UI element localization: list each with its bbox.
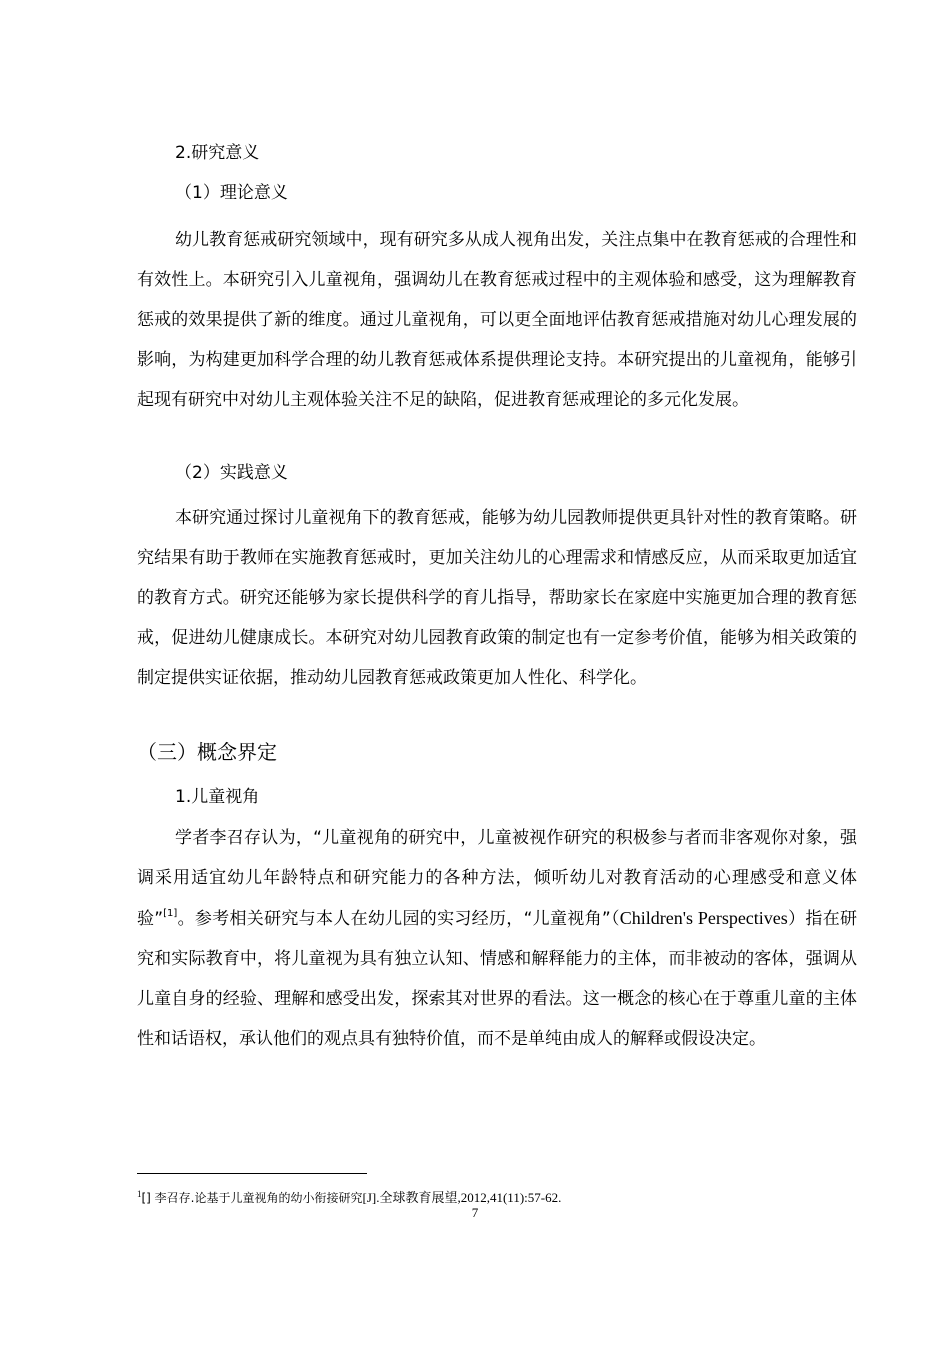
paragraph-text: 。参考相关研究与本人在幼儿园的实习经历，“儿童视角”（ bbox=[177, 909, 620, 929]
paragraph-text: ）指在研究和实际教育中，将儿童视为具有独立认知、情感和解释能力的主体，而非被动的客体，强调从儿童自身的经验、理解和感受出发，探索其对世界的看法。这一概念的核心在于尊重儿童的主体性和话语权，承认他们的观点具有独特价值，而不是单纯由成人的解释或假设决定。 bbox=[137, 909, 857, 1049]
child-perspective-heading: 1.儿童视角 bbox=[175, 787, 260, 807]
footnote-divider bbox=[137, 1173, 367, 1174]
concept-definition-heading: （三）概念界定 bbox=[137, 740, 277, 764]
paragraph-text: 学者李召存认为，“儿童视角的研究中，儿童被视作研究的积极参与者而非客观你对象，强调采用适宜幼儿年龄特点和研究能力的各种方法，倾听幼儿对教育活动的心理感受和意义体验” bbox=[137, 828, 857, 929]
page-number: 7 bbox=[471, 1205, 479, 1220]
footnote bbox=[137, 1186, 561, 1206]
english-term: Children's Perspectives bbox=[619, 908, 788, 928]
child-perspective-paragraph bbox=[137, 818, 857, 1059]
theoretical-significance-heading: （1）理论意义 bbox=[175, 183, 288, 203]
practical-significance-paragraph: 本研究通过探讨儿童视角下的教育惩戒，能够为幼儿园教师提供更具针对性的教育策略。研究结果有助于教师在实施教育惩戒时，更加关注幼儿的心理需求和情感反应，从而采取更加适宜的教育方式。研究还能够为家长提供科学的育儿指导，帮助家长在家庭中实施更加合理的教育惩戒，促进幼儿健康成长。本研究对幼儿园教育政策的制定也有一定参考价值，能够为相关政策的制定提供实证依据，推动幼儿园教育惩戒政策更加人性化、科学化。 bbox=[137, 508, 857, 688]
citation-marker: [1] bbox=[163, 908, 178, 919]
footnote-number: 1 bbox=[137, 1189, 142, 1199]
practical-significance-heading: （2）实践意义 bbox=[175, 463, 288, 483]
footnote-reference: [J].全球教育展望,2012,41(11):57-62. bbox=[362, 1190, 562, 1205]
theoretical-significance-paragraph: 幼儿教育惩戒研究领域中，现有研究多从成人视角出发，关注点集中在教育惩戒的合理性和有效性上。本研究引入儿童视角，强调幼儿在教育惩戒过程中的主观体验和感受，这为理解教育惩戒的效果提供了新的维度。通过儿童视角，可以更全面地评估教育惩戒措施对幼儿心理发展的影响，为构建更加科学合理的幼儿教育惩戒体系提供理论支持。本研究提出的儿童视角，能够引起现有研究中对幼儿主观体验关注不足的缺陷，促进教育惩戒理论的多元化发展。 bbox=[137, 230, 857, 410]
section-2-heading: 2.研究意义 bbox=[175, 143, 260, 163]
footnote-text: [] 李召存.论基于儿童视角的幼小衔接研究 bbox=[141, 1191, 363, 1205]
